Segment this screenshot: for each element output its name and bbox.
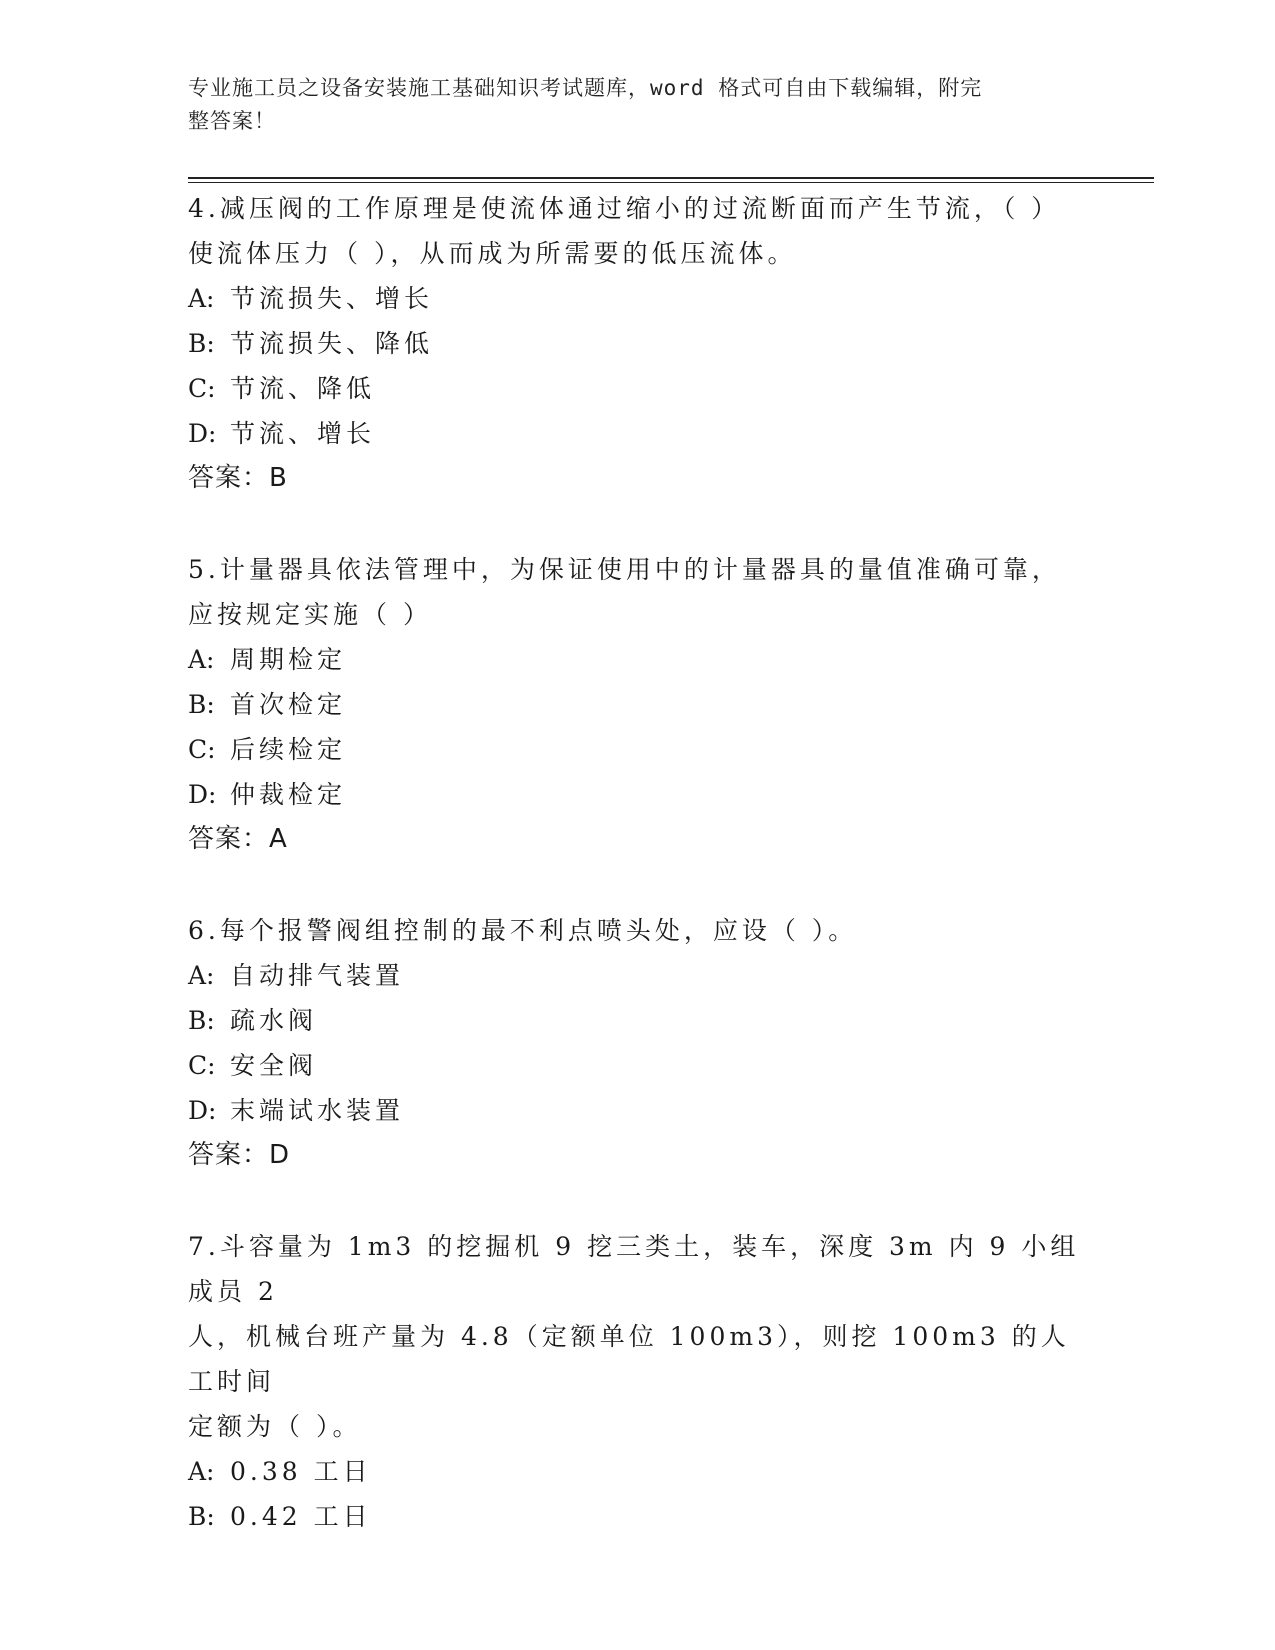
question-6 [188,908,1088,1178]
question-stem-line: 7.斗容量为 1m3 的挖掘机 9 挖三类土，装车，深度 3m 内 9 小组成员 2 [188,1232,1080,1306]
header-divider-thin [188,182,1154,183]
option-letter: B: [188,329,215,358]
option-d [188,1088,1088,1133]
option-a [188,953,1088,998]
option-b [188,1494,1088,1539]
option-a [188,276,1088,321]
answer-line: 答案：D [188,1140,291,1170]
option-text: 安全阀 [230,1051,318,1080]
question-stem-line: 5.计量器具依法管理中，为保证使用中的计量器具的量值准确可靠， [188,555,1061,584]
option-text: 自动排气装置 [230,961,405,990]
question-5 [188,547,1088,862]
option-c [188,1043,1088,1088]
option-text: 疏水阀 [230,1006,318,1035]
option-letter: B: [188,1502,215,1531]
option-c [188,727,1088,772]
option-b [188,321,1088,366]
option-text: 节流损失、降低 [230,329,434,358]
question-stem-line: 人，机械台班产量为 4.8（定额单位 100m3），则挖 100m3 的人工时间 [188,1322,1070,1396]
header-divider-thick [188,177,1154,179]
option-text: 后续检定 [230,735,347,764]
document-header [188,72,1068,138]
option-text: 节流损失、增长 [230,284,434,313]
option-text: 周期检定 [230,645,347,674]
answer-line: 答案：B [188,463,288,493]
question-7 [188,1224,1088,1539]
option-b [188,998,1088,1043]
option-letter: D: [188,419,217,448]
option-letter: D: [188,1096,217,1125]
option-letter: A: [188,1457,215,1486]
option-text: 末端试水装置 [230,1096,405,1125]
option-letter: A: [188,284,215,313]
option-letter: A: [188,645,215,674]
option-c [188,366,1088,411]
option-a [188,637,1088,682]
option-text: 0.38 工日 [230,1457,372,1486]
question-stem-line: 6.每个报警阀组控制的最不利点喷头处，应设（ ）。 [188,916,858,945]
header-line-1: 专业施工员之设备安装施工基础知识考试题库，word 格式可自由下载编辑，附完 [188,76,983,100]
question-stem-line: 4.减压阀的工作原理是使流体通过缩小的过流断面而产生节流，（ ） [188,194,1061,223]
option-d [188,772,1088,817]
option-text: 首次检定 [230,690,347,719]
option-text: 仲裁检定 [230,780,347,809]
option-d [188,411,1088,456]
question-stem-line: 应按规定实施（ ） [188,600,432,629]
option-text: 节流、降低 [230,374,376,403]
option-b [188,682,1088,727]
option-letter: C: [188,374,216,403]
option-letter: C: [188,1051,216,1080]
option-a [188,1449,1088,1494]
option-text: 0.42 工日 [230,1502,372,1531]
answer-line: 答案：A [188,824,288,854]
option-letter: B: [188,1006,215,1035]
option-text: 节流、增长 [230,419,376,448]
option-letter: A: [188,961,215,990]
question-stem-line: 使流体压力（ ），从而成为所需要的低压流体。 [188,239,797,268]
option-letter: B: [188,690,215,719]
question-list [188,186,1088,1585]
question-stem-line: 定额为（ ）。 [188,1412,362,1441]
header-line-2: 整答案！ [188,109,276,133]
option-letter: C: [188,735,216,764]
option-letter: D: [188,780,217,809]
question-4 [188,186,1088,501]
